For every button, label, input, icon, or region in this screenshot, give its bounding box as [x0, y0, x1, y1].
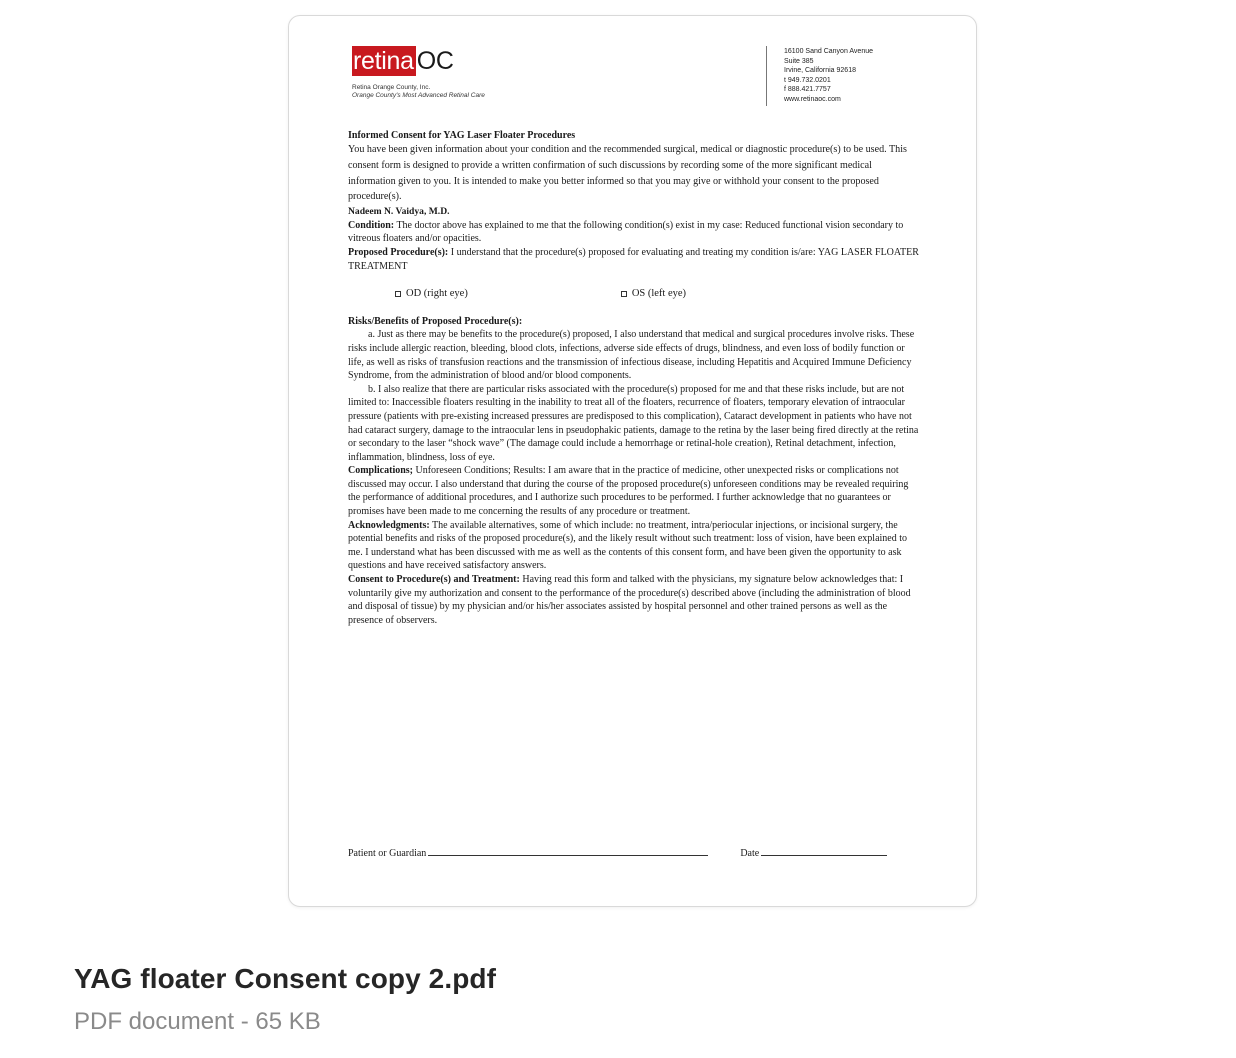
document-title: Informed Consent for YAG Laser Floater Procedures	[348, 130, 576, 141]
risks-paragraph-b: b. I also realize that there are particular risks associated with the procedure(s) proposed for me and that these risks include, but are not limited to: Inaccessible floaters resulting in the inability to treat all of the floaters, recurrence of floaters, temporary elevation of intraocular pressure (patients with pre-existing increased pressures are predisposed to this complication), Cataract development in patients who have not had cataract surgery, damage to the intraocular lens in pseudophakic patients, damage to the retina by the laser being fired directly at the retina or secondary to the laser “shock wave” (The damage could include a hemorrhage or retinal-hole creation), Retinal detachment, infection, inflammation, blindness, loss of eye.	[348, 383, 919, 463]
logo-subtitle	[352, 84, 485, 100]
logo-oc-text: OC	[416, 47, 454, 75]
eye-selection	[395, 287, 920, 301]
file-meta: PDF document - 65 KB	[74, 1008, 321, 1035]
file-name: YAG floater Consent copy 2.pdf	[74, 963, 497, 994]
date-line	[761, 846, 887, 856]
retinaoc-logo	[352, 46, 454, 76]
header-divider	[766, 46, 767, 106]
risks-paragraph-a: a. Just as there may be benefits to the procedure(s) proposed, I also understand that medical and surgical procedures involve risks. These risks include allergic reaction, bleeding, blood clots, infections, adverse side effects of drugs, blindness, and even loss of bodily function or life, as well as risks of transfusion reactions and the transmission of infectious disease, including Hepatitis and Acquired Immune Deficiency Syndrome, from the administration of blood and/or blood components.	[348, 329, 915, 382]
risks-label: Risks/Benefits of Proposed Procedure(s):	[348, 315, 523, 327]
consent-section	[348, 573, 920, 627]
pdf-page	[289, 16, 976, 906]
date-field	[740, 846, 887, 859]
address-block	[784, 47, 873, 105]
address-line: t 949.732.0201	[784, 76, 831, 84]
condition-text: The doctor above has explained to me that the following condition(s) exist in my case: Reduced functional vision secondary to vitreous floaters and/or opacities.	[348, 219, 904, 245]
complications-label: Complications;	[348, 465, 413, 477]
acknowledgments-text: The available alternatives, some of which include: no treatment, intra/periocular injections, or incisional surgery, the potential benefits and risks of the proposed procedure(s), and the likely result without such treatment: loss of vision, have been explained to me. I understand what has been discussed with me as well as the contents of this consent form, and have been given the opportunity to ask questions and have received satisfactory answers.	[348, 519, 908, 572]
address-line: Suite 385	[784, 57, 814, 65]
procedure-label: Proposed Procedure(s):	[348, 246, 449, 258]
os-label: OS (left eye)	[631, 288, 687, 300]
od-checkbox	[395, 287, 468, 301]
signature-row	[348, 846, 920, 859]
consent-text: Having read this form and talked with the physicians, my signature below acknowledges that: I voluntarily give my authorization and consent to the performance of the procedure(s) described above (including the administration of blood and disposal of tissue) by my physician and/or his/her associates assisted by hospital personnel and other trained persons as well as the presence of observers.	[348, 574, 911, 626]
address-line: 16100 Sand Canyon Avenue	[784, 48, 874, 55]
complications-section	[348, 464, 920, 518]
date-label: Date	[740, 848, 760, 859]
checkbox-square-icon	[395, 291, 401, 297]
company-name: Retina Orange County, Inc.	[352, 84, 431, 91]
signature-line	[428, 846, 708, 856]
consent-label: Consent to Procedure(s) and Treatment:	[348, 574, 520, 586]
condition-label: Condition:	[348, 219, 395, 231]
pdf-preview-thumbnail[interactable]	[288, 15, 977, 907]
company-tagline: Orange County's Most Advanced Retinal Care	[352, 92, 485, 99]
address-line: Irvine, California 92618	[784, 67, 856, 75]
acknowledgments-label: Acknowledgments:	[348, 519, 430, 531]
od-label: OD (right eye)	[406, 288, 468, 300]
address-line: f 888.421.7757	[784, 86, 831, 94]
signature-field	[348, 846, 708, 859]
os-checkbox	[621, 287, 686, 301]
signature-label: Patient or Guardian	[348, 848, 427, 859]
intro-paragraph: You have been given information about your condition and the recommended surgical, medical or diagnostic procedure(s) to be used. This consent form is designed to provide a written confirmation of such discussions by recording some of the more significant medical information given to you. It is intended to make you better informed so that you may give or withhold your consent to the proposed procedure(s).	[348, 144, 907, 203]
complications-text: Unforeseen Conditions; Results: I am aware that in the practice of medicine, other unexpected risks or complications not discussed may occur. I also understand that during the course of the proposed procedure(s) unforeseen conditions may be revealed requiring the performance of additional procedures, and I authorize such procedures to be performed. I further acknowledge that no guarantees or promises have been made to me concerning the results of any procedure or treatment.	[348, 465, 909, 518]
checkbox-square-icon	[621, 291, 627, 297]
procedure-text: I understand that the procedure(s) proposed for evaluating and treating my condition is/are: YAG LASER FLOATER TREATMENT	[348, 246, 919, 272]
procedure-section	[348, 246, 920, 273]
document-body	[348, 129, 920, 627]
address-line: www.retinaoc.com	[784, 95, 841, 103]
doctor-name: Nadeem N. Vaidya, M.D.	[348, 206, 450, 218]
logo-retina-text: retina	[353, 47, 414, 75]
condition-section	[348, 219, 920, 246]
acknowledgments-section	[348, 519, 920, 573]
